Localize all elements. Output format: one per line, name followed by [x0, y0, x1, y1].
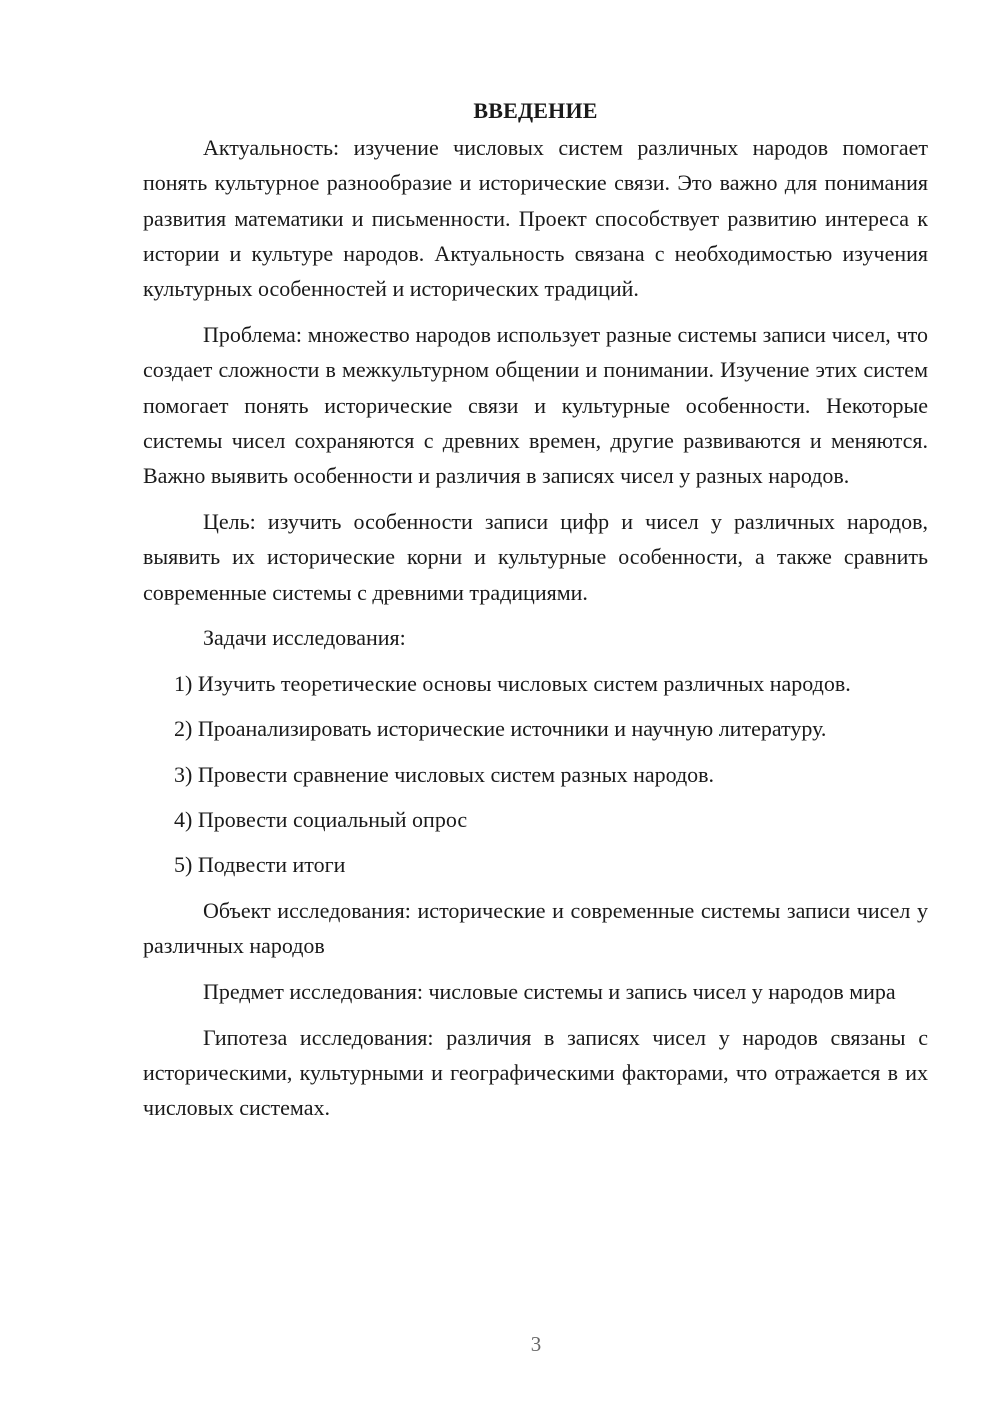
paragraph-problem: Проблема: множество народов использует разные системы записи чисел, что создает сложности в межкультурном общении и понимании. Изучение этих систем помогает понять исторические связи и культурные особенности. Некоторые системы чисел сохраняются с древних времен, другие развиваются и меняются. Важно выявить особенности и различия в записях чисел у разных народов. — [143, 321, 928, 489]
tasks-list — [143, 666, 928, 882]
section-title: ВВЕДЕНИЕ — [473, 98, 598, 123]
list-item: 5) Подвести итоги — [174, 852, 346, 878]
list-item: 2) Проанализировать исторические источники и научную литературу. — [174, 716, 827, 742]
paragraph-hypothesis: Гипотеза исследования: различия в записях чисел у народов связаны с историческими, культурными и географическими факторами, что отражается в их числовых системах. — [143, 1024, 928, 1121]
paragraph-subject: Предмет исследования: числовые системы и запись чисел у народов мира — [203, 978, 896, 1004]
paragraph-relevance: Актуальность: изучение числовых систем различных народов помогает понять культурное разнообразие и исторические связи. Это важно для понимания развития математики и письменности. Проект способствует развитию интереса к истории и культуре народов. Актуальность связана с необходимостью изучения культурных особенностей и исторических традиций. — [143, 135, 928, 302]
tasks-heading: Задачи исследования: — [203, 625, 406, 651]
page-number: 3 — [530, 1332, 542, 1356]
list-item: 1) Изучить теоретические основы числовых систем различных народов. — [174, 671, 851, 697]
paragraph-object: Объект исследования: исторические и современные системы записи чисел у различных народов — [143, 897, 928, 958]
document-page — [143, 96, 928, 1136]
list-item: 4) Провести социальный опрос — [174, 807, 468, 833]
list-item: 3) Провести сравнение числовых систем разных народов. — [174, 761, 715, 787]
paragraph-goal: Цель: изучить особенности записи цифр и чисел у различных народов, выявить их исторические корни и культурные особенности, а также сравнить современные системы с древними традициями. — [143, 508, 928, 605]
